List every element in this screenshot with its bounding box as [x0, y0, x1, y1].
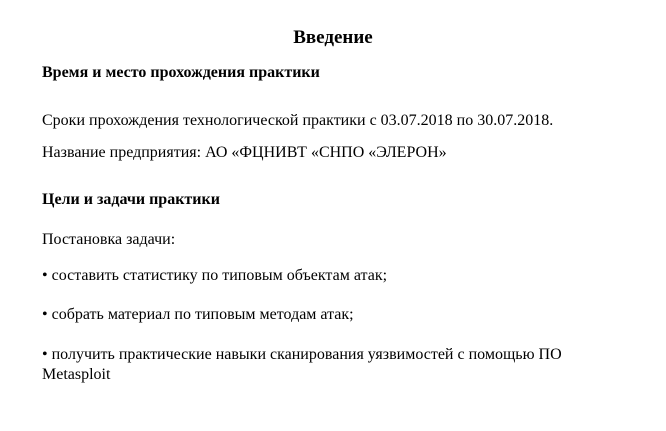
task-list-item: • собрать материал по типовым методам атак;: [42, 306, 354, 323]
company-name-text: Название предприятия: АО «ФЦНИВТ «СНПО «ЭЛЕРОН»: [42, 144, 447, 161]
page-title: Введение: [293, 27, 373, 48]
practice-dates-text: Сроки прохождения технологической практики с 03.07.2018 по 30.07.2018.: [42, 112, 554, 129]
task-intro-text: Постановка задачи:: [42, 231, 176, 248]
section-heading-goals: Цели и задачи практики: [42, 191, 220, 208]
section-heading-time-place: Время и место прохождения практики: [42, 64, 320, 81]
task-list-item: • составить статистику по типовым объектам атак;: [42, 267, 388, 284]
task-list-item: • получить практические навыки сканирования уязвимостей с помощью ПО Metasploit: [42, 346, 562, 383]
